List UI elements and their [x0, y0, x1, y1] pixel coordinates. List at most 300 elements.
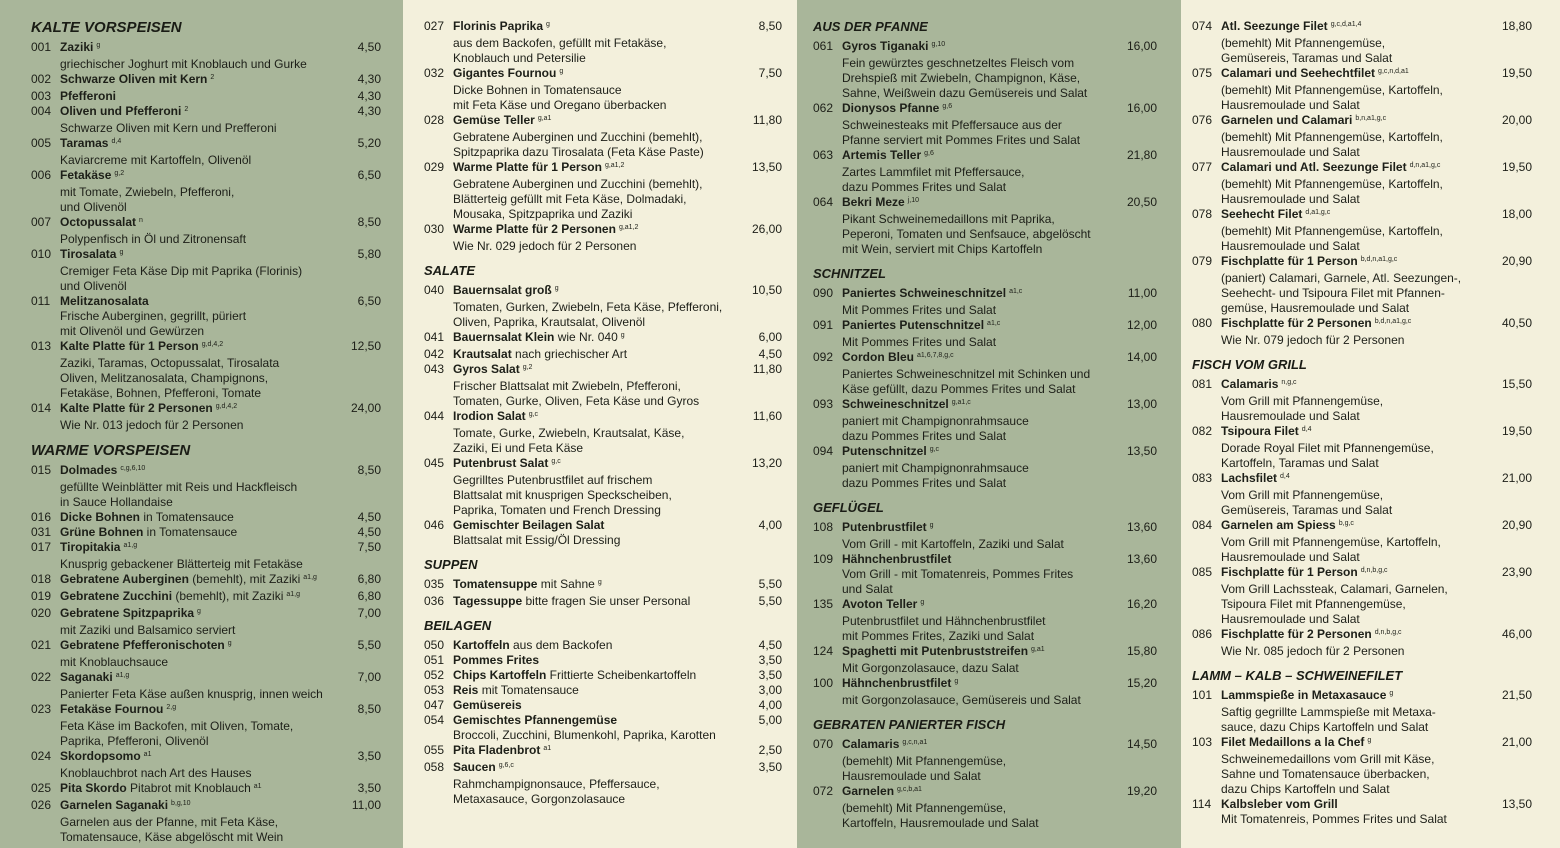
- item-name: Gemischter Beilagen Salat: [453, 518, 605, 532]
- item-name-group: [1221, 518, 1354, 535]
- item-name: Bekri Meze: [842, 195, 905, 209]
- allergen-codes: g: [119, 249, 124, 256]
- menu-item: [1192, 627, 1532, 659]
- menu-item-row: [31, 638, 381, 655]
- allergen-codes: d,n,a1,g,c: [1409, 162, 1441, 169]
- menu-item-row: [424, 66, 782, 83]
- item-description: Saftig gegrillte Lammspieße mit Metaxa-: [1221, 705, 1436, 719]
- item-extra: aus dem Backofen: [509, 638, 613, 652]
- item-description: Blätterteig gefüllt mit Feta Käse, Dolmadaki,: [453, 192, 687, 206]
- menu-item: [31, 781, 381, 798]
- menu-item: [424, 160, 782, 222]
- item-name: Pommes Frites: [453, 653, 540, 667]
- item-description: Fetakäse, Bohnen, Pfefferoni, Tomate: [60, 386, 262, 400]
- item-description: Hausremoulade und Salat: [1221, 98, 1360, 112]
- item-description: (bemehlt) Mit Pfannengemüse, Kartoffeln,: [1221, 130, 1443, 144]
- menu-item: [1192, 254, 1532, 316]
- menu-item: [813, 318, 1157, 350]
- item-price: 5,80: [357, 247, 381, 261]
- menu-item: [31, 89, 381, 104]
- item-price: 7,50: [758, 66, 782, 80]
- item-price: 4,50: [357, 510, 381, 524]
- menu-item: [813, 444, 1157, 491]
- item-description: Spitzpaprika dazu Tirosalata (Feta Käse Paste): [453, 145, 704, 159]
- item-name: Atl. Seezunge Filet: [1221, 19, 1328, 33]
- item-number: 026: [31, 798, 52, 812]
- allergen-codes: g: [929, 522, 934, 529]
- item-price: 26,00: [751, 222, 782, 236]
- item-description: griechischer Joghurt mit Knoblauch und Gurke: [60, 57, 307, 71]
- item-description: Tsipoura Filet mit Pfannengemüse,: [1221, 597, 1406, 611]
- item-name-group: [1221, 19, 1361, 36]
- item-number: 070: [813, 737, 834, 751]
- item-name-group: [842, 784, 922, 801]
- item-description: Garnelen aus der Pfanne, mit Feta Käse,: [60, 815, 279, 829]
- item-name: Schwarze Oliven mit Kern: [60, 72, 208, 86]
- menu-item-row: [31, 463, 381, 480]
- allergen-codes: b,g,c: [1338, 520, 1354, 527]
- item-number: 080: [1192, 316, 1213, 330]
- item-number: 074: [1192, 19, 1213, 33]
- item-description: (bemehlt) Mit Pfannengemüse,: [1221, 36, 1386, 50]
- item-name: Warme Platte für 1 Person: [453, 160, 602, 174]
- item-description: Broccoli, Zucchini, Blumenkohl, Paprika, Karotten: [453, 728, 716, 742]
- menu-item: [31, 702, 381, 749]
- item-price: 21,00: [1501, 471, 1532, 485]
- item-name-group: [1221, 66, 1409, 83]
- allergen-codes: b,d,n,a1,g,c: [1360, 256, 1398, 263]
- menu-item-row: [31, 670, 381, 687]
- item-description: Vom Grill mit Pfannengemüse,: [1221, 394, 1384, 408]
- item-description: Metaxasauce, Gorgonzolasauce: [453, 792, 626, 806]
- menu-item: [1192, 471, 1532, 518]
- item-name: Lachsfilet: [1221, 471, 1278, 485]
- menu-item-row: [1192, 316, 1532, 333]
- item-description: Oliven, Melitzanosalata, Champignons,: [60, 371, 269, 385]
- allergen-codes: g,c,d,a1,4: [1330, 21, 1362, 28]
- item-name-group: [60, 294, 149, 309]
- menu-item-row: [813, 195, 1157, 212]
- item-description: und Olivenöl: [60, 200, 127, 214]
- item-name-group: [1221, 377, 1297, 394]
- item-name: Saganaki: [60, 670, 113, 684]
- menu-item-row: [424, 113, 782, 130]
- menu-item: [424, 283, 782, 330]
- item-name-group: [453, 518, 604, 533]
- menu-item-row: [424, 594, 782, 609]
- item-number: 042: [424, 347, 445, 361]
- menu-item: [1192, 518, 1532, 565]
- item-number: 016: [31, 510, 52, 524]
- menu-item-row: [813, 784, 1157, 801]
- menu-item: [31, 589, 381, 606]
- menu-item-row: [31, 294, 381, 309]
- item-price: 7,00: [357, 670, 381, 684]
- item-number: 094: [813, 444, 834, 458]
- menu-item: [31, 572, 381, 589]
- item-name: Calamaris: [842, 737, 900, 751]
- item-name: Paniertes Schweineschnitzel: [842, 286, 1007, 300]
- item-description: Vom Grill - mit Tomatenreis, Pommes Frites: [842, 567, 1074, 581]
- allergen-codes: b,d,n,a1,g,c: [1374, 318, 1412, 325]
- menu-item-row: [1192, 627, 1532, 644]
- menu-item: [813, 784, 1157, 831]
- item-number: 017: [31, 540, 52, 554]
- item-name-group: [453, 113, 551, 130]
- item-name: Tirosalata: [60, 247, 117, 261]
- item-name: Fischplatte für 1 Person: [1221, 254, 1358, 268]
- item-description: mit Wein, serviert mit Chips Kartoffeln: [842, 242, 1043, 256]
- item-name: Krautsalat: [453, 347, 512, 361]
- item-name: Gemischtes Pfannengemüse: [453, 713, 618, 727]
- item-description: mit Tomate, Zwiebeln, Pfefferoni,: [60, 185, 235, 199]
- menu-item-row: [424, 760, 782, 777]
- menu-item: [424, 19, 782, 66]
- allergen-codes: g: [920, 599, 925, 606]
- item-name: Paniertes Putenschnitzel: [842, 318, 985, 332]
- item-price: 20,90: [1501, 518, 1532, 532]
- item-name-group: [842, 148, 934, 165]
- item-description: Wie Nr. 085 jedoch für 2 Personen: [1221, 644, 1405, 658]
- menu-column-3: [797, 0, 1181, 848]
- item-name-group: [60, 72, 214, 89]
- item-name-group: [60, 339, 223, 356]
- item-name-group: [453, 362, 532, 379]
- item-name-group: [842, 520, 934, 537]
- item-name: Garnelen Saganaki: [60, 798, 169, 812]
- menu-item: [31, 510, 381, 525]
- item-number: 090: [813, 286, 834, 300]
- item-number: 043: [424, 362, 445, 376]
- allergen-codes: g,a1,c: [951, 399, 971, 406]
- item-description: Knusprig gebackener Blätterteig mit Fetakäse: [60, 557, 303, 571]
- menu-item-row: [424, 19, 782, 36]
- menu-item-row: [813, 520, 1157, 537]
- item-name: Garnelen: [842, 784, 895, 798]
- item-description: Wie Nr. 013 jedoch für 2 Personen: [60, 418, 244, 432]
- item-name: Fetakäse: [60, 168, 112, 182]
- item-description: Sahne und Tomatensauce überbacken,: [1221, 767, 1430, 781]
- item-name-group: [453, 222, 638, 239]
- menu-item: [424, 577, 782, 594]
- item-name-group: [60, 525, 237, 540]
- item-price: 7,50: [357, 540, 381, 554]
- item-number: 029: [424, 160, 445, 174]
- item-number: 100: [813, 676, 834, 690]
- item-name: Fischplatte für 1 Person: [1221, 565, 1358, 579]
- menu-item-row: [424, 518, 782, 533]
- item-name: Grüne Bohnen: [60, 525, 144, 539]
- menu-item-row: [424, 456, 782, 473]
- menu-item: [424, 638, 782, 653]
- item-description: in Sauce Hollandaise: [60, 495, 173, 509]
- menu-item: [424, 653, 782, 668]
- menu-item: [424, 698, 782, 713]
- item-description: Hausremoulade und Salat: [1221, 612, 1360, 626]
- item-price: 15,80: [1126, 644, 1157, 658]
- item-name-group: [453, 19, 550, 36]
- item-description: Polypenfisch in Öl und Zitronensaft: [60, 232, 247, 246]
- item-description: (bemehlt) Mit Pfannengemüse, Kartoffeln,: [1221, 224, 1443, 238]
- menu-item-row: [424, 409, 782, 426]
- item-price: 8,50: [758, 19, 782, 33]
- item-price: 6,50: [357, 294, 381, 308]
- item-description: Hausremoulade und Salat: [1221, 550, 1360, 564]
- menu-item: [1192, 316, 1532, 348]
- item-price: 15,50: [1501, 377, 1532, 391]
- item-extra: in Tomatensauce: [140, 510, 234, 524]
- item-name-group: [842, 286, 1022, 303]
- item-number: 108: [813, 520, 834, 534]
- item-number: 061: [813, 39, 834, 53]
- item-name: Pita Skordo: [60, 781, 127, 795]
- item-description: mit Olivenöl und Gewürzen: [60, 324, 205, 338]
- item-extra: (bemehlt), mit Zaziki: [188, 572, 301, 586]
- menu-item-row: [31, 215, 381, 232]
- menu-item: [813, 644, 1157, 676]
- allergen-codes: g,a1: [537, 115, 552, 122]
- item-name-group: [60, 589, 300, 606]
- item-name: Pita Fladenbrot: [453, 743, 541, 757]
- item-name: Hähnchenbrustfilet: [842, 676, 952, 690]
- item-price: 20,50: [1126, 195, 1157, 209]
- menu-item: [1192, 113, 1532, 160]
- menu-item-row: [813, 286, 1157, 303]
- menu-item-row: [1192, 66, 1532, 83]
- allergen-codes: g: [597, 579, 602, 586]
- item-price: 40,50: [1501, 316, 1532, 330]
- item-name: Kartoffeln: [453, 638, 510, 652]
- allergen-codes: d,4: [111, 138, 122, 145]
- item-description: Seehecht- und Tsipoura Filet mit Pfannen-: [1221, 286, 1445, 300]
- item-number: 078: [1192, 207, 1213, 221]
- item-description: Paniertes Schweineschnitzel mit Schinken und: [842, 367, 1091, 381]
- item-number: 011: [31, 294, 51, 308]
- menu-section: [1192, 357, 1532, 659]
- item-price: 5,50: [758, 594, 782, 608]
- menu-item: [813, 737, 1157, 784]
- allergen-codes: a1,g: [303, 574, 317, 581]
- item-description: Mit Pommes Frites und Salat: [842, 303, 997, 317]
- menu-item: [424, 518, 782, 548]
- menu-section: [813, 500, 1157, 708]
- item-description: Wie Nr. 029 jedoch für 2 Personen: [453, 239, 637, 253]
- menu-section: [813, 266, 1157, 491]
- menu-section: [813, 717, 1157, 831]
- menu-section: [424, 263, 782, 548]
- item-number: 055: [424, 743, 445, 757]
- item-price: 5,50: [357, 638, 381, 652]
- item-name-group: [842, 676, 958, 693]
- item-number: 086: [1192, 627, 1213, 641]
- allergen-codes: a1,c: [1009, 288, 1023, 295]
- item-name-group: [1221, 627, 1402, 644]
- allergen-codes: g: [1389, 690, 1394, 697]
- item-description: Kartoffeln, Hausremoulade und Salat: [842, 816, 1039, 830]
- item-description: Käse gefüllt, dazu Pommes Frites und Salat: [842, 382, 1076, 396]
- item-price: 4,50: [357, 40, 381, 54]
- item-description: Gebratene Auberginen und Zucchini (bemehlt),: [453, 130, 703, 144]
- item-description: Paprika, Pfefferoni, Olivenöl: [60, 734, 209, 748]
- item-name-group: [1221, 735, 1371, 752]
- allergen-codes: g: [227, 640, 232, 647]
- menu-item-row: [31, 589, 381, 606]
- item-name: Gebratene Pfefferonischoten: [60, 638, 225, 652]
- item-name: Putenbrustfilet: [842, 520, 927, 534]
- item-price: 13,60: [1126, 552, 1157, 566]
- item-name-group: [453, 698, 522, 713]
- item-number: 022: [31, 670, 52, 684]
- item-number: 083: [1192, 471, 1213, 485]
- item-name: Tagessuppe: [453, 594, 523, 608]
- menu-item-row: [31, 168, 381, 185]
- item-description: gefüllte Weinblätter mit Reis und Hackfleisch: [60, 480, 298, 494]
- item-name-group: [60, 510, 234, 525]
- item-name: Tsipoura Filet: [1221, 424, 1299, 438]
- item-description: (bemehlt) Mit Pfannengemüse,: [842, 754, 1007, 768]
- item-description: (paniert) Calamari, Garnele, Atl. Seezungen-,: [1221, 271, 1462, 285]
- menu-item: [424, 668, 782, 683]
- menu-item-row: [813, 101, 1157, 118]
- item-price: 8,50: [357, 702, 381, 716]
- item-description: Hausremoulade und Salat: [1221, 192, 1360, 206]
- menu-item: [424, 362, 782, 409]
- item-name-group: [842, 350, 954, 367]
- item-price: 4,50: [758, 347, 782, 361]
- menu-item-row: [1192, 160, 1532, 177]
- item-price: 2,50: [758, 743, 782, 757]
- allergen-codes: g,c: [551, 458, 561, 465]
- item-description: dazu Pommes Frites und Salat: [842, 429, 1007, 443]
- menu-item: [31, 540, 381, 572]
- item-name-group: [453, 456, 561, 473]
- menu-item: [813, 148, 1157, 195]
- item-number: 050: [424, 638, 445, 652]
- allergen-codes: 2,g: [166, 704, 177, 711]
- item-name-group: [453, 594, 690, 609]
- item-name: Dionysos Pfanne: [842, 101, 940, 115]
- item-name: Gyros Tiganaki: [842, 39, 929, 53]
- item-description: Gemüsereis, Taramas und Salat: [1221, 503, 1393, 517]
- menu-item-row: [424, 283, 782, 300]
- menu-item-row: [31, 749, 381, 766]
- item-name: Kalte Platte für 2 Personen: [60, 401, 213, 415]
- item-extra: Pitabrot mit Knoblauch: [126, 781, 251, 795]
- item-number: 076: [1192, 113, 1213, 127]
- section-title: SCHNITZEL: [813, 266, 886, 281]
- item-name: Gebratene Auberginen: [60, 572, 189, 586]
- menu-item: [813, 597, 1157, 644]
- item-name-group: [60, 247, 123, 264]
- item-name: Fischplatte für 2 Personen: [1221, 316, 1372, 330]
- allergen-codes: a1,g: [123, 542, 138, 549]
- menu-item-row: [31, 136, 381, 153]
- menu-item: [813, 676, 1157, 708]
- item-description: dazu Pommes Frites und Salat: [842, 476, 1007, 490]
- item-description: Dorade Royal Filet mit Pfannengemüse,: [1221, 441, 1434, 455]
- item-name-group: [60, 702, 176, 719]
- item-name: Calamaris: [1221, 377, 1279, 391]
- item-name: Calamari und Atl. Seezunge Filet: [1221, 160, 1407, 174]
- item-price: 21,50: [1501, 688, 1532, 702]
- item-name-group: [453, 743, 551, 760]
- menu-item: [31, 294, 381, 339]
- item-price: 20,90: [1501, 254, 1532, 268]
- item-name: Seehecht Filet: [1221, 207, 1303, 221]
- item-name-group: [453, 283, 559, 300]
- item-description: Hausremoulade und Salat: [842, 769, 981, 783]
- item-name-group: [60, 749, 151, 766]
- menu-item-row: [424, 362, 782, 379]
- item-description: Pikant Schweinemedaillons mit Paprika,: [842, 212, 1055, 226]
- item-price: 14,50: [1126, 737, 1157, 751]
- item-number: 021: [31, 638, 52, 652]
- item-description: Cremiger Feta Käse Dip mit Paprika (Florinis): [60, 264, 303, 278]
- item-price: 8,50: [357, 215, 381, 229]
- allergen-codes: g: [954, 678, 959, 685]
- menu-item-row: [1192, 19, 1532, 36]
- item-name: Bauernsalat groß: [453, 283, 552, 297]
- item-description: Zaziki, Taramas, Octopussalat, Tirosalata: [60, 356, 280, 370]
- item-description: (bemehlt) Mit Pfannengemüse, Kartoffeln,: [1221, 177, 1443, 191]
- item-name-group: [1221, 316, 1411, 333]
- item-description: Vom Grill mit Pfannengemüse, Kartoffeln,: [1221, 535, 1441, 549]
- item-description: Vom Grill mit Pfannengemüse,: [1221, 488, 1384, 502]
- allergen-codes: g: [620, 332, 625, 339]
- item-number: 004: [31, 104, 52, 118]
- allergen-codes: d,n,b,g,c: [1374, 629, 1402, 636]
- menu-item-row: [424, 160, 782, 177]
- item-description: Schweinesteaks mit Pfeffersauce aus der: [842, 118, 1062, 132]
- item-price: 13,50: [751, 160, 782, 174]
- allergen-codes: 2: [184, 106, 189, 113]
- menu-section: [424, 557, 782, 609]
- item-name-group: [1221, 471, 1290, 488]
- item-description: aus dem Backofen, gefüllt mit Fetakäse,: [453, 36, 667, 50]
- item-price: 19,50: [1501, 66, 1532, 80]
- menu-item-row: [31, 401, 381, 418]
- section-title: AUS DER PFANNE: [813, 19, 928, 34]
- allergen-codes: g,10: [931, 41, 946, 48]
- item-description: dazu Pommes Frites und Salat: [842, 180, 1007, 194]
- item-price: 3,50: [357, 781, 381, 795]
- menu-item-row: [424, 713, 782, 728]
- allergen-codes: g: [546, 21, 550, 28]
- item-number: 064: [813, 195, 834, 209]
- item-description: mit Feta Käse und Oregano überbacken: [453, 98, 667, 112]
- section-title: WARME VORSPEISEN: [31, 442, 191, 459]
- item-number: 023: [31, 702, 52, 716]
- item-price: 3,50: [758, 760, 782, 774]
- item-number: 019: [31, 589, 52, 603]
- item-name: Oliven und Pfefferoni: [60, 104, 182, 118]
- allergen-codes: g: [1367, 737, 1372, 744]
- section-title: GEBRATEN PANIERTER FISCH: [813, 717, 1006, 732]
- item-description: Hausremoulade und Salat: [1221, 145, 1360, 159]
- menu-item: [813, 520, 1157, 552]
- item-description: Drehspieß mit Zwiebeln, Champignon, Käse,: [842, 71, 1081, 85]
- item-price: 3,50: [357, 749, 381, 763]
- item-name-group: [60, 168, 124, 185]
- menu-section: [1192, 668, 1532, 827]
- menu-item-row: [1192, 424, 1532, 441]
- item-number: 018: [31, 572, 52, 586]
- item-number: 054: [424, 713, 445, 727]
- item-name: Gebratene Spitzpaprika: [60, 606, 195, 620]
- menu-item-row: [424, 347, 782, 362]
- section-title: LAMM – KALB – SCHWEINEFILET: [1192, 668, 1403, 683]
- item-price: 12,00: [1126, 318, 1157, 332]
